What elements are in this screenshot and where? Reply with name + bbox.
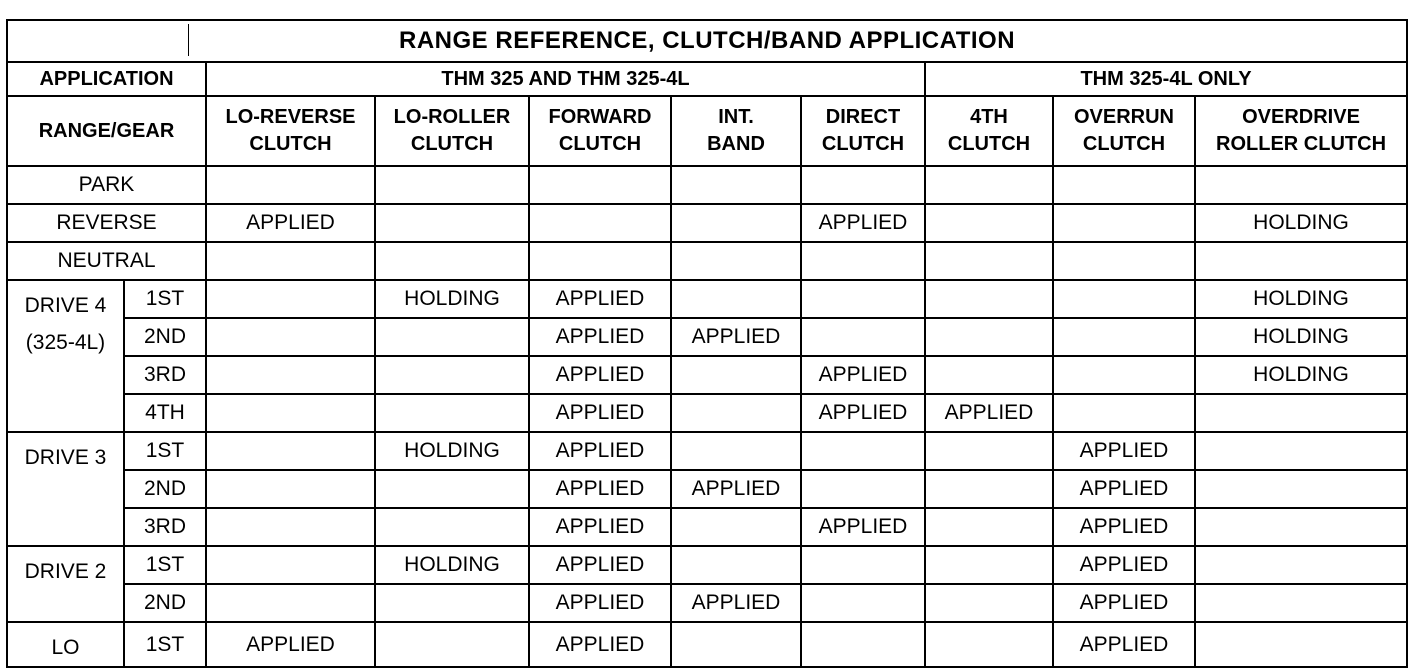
status-cell [801,280,925,318]
status-cell: APPLIED [801,508,925,546]
status-cell [671,356,801,394]
column-header-line: DIRECT [825,106,901,128]
status-cell [925,280,1053,318]
status-cell [206,356,375,394]
status-cell [206,166,375,204]
status-cell [1195,394,1407,432]
status-cell: APPLIED [529,508,671,546]
status-cell: APPLIED [529,470,671,508]
status-cell: APPLIED [529,318,671,356]
status-cell: APPLIED [1053,584,1195,622]
column-header [1195,96,1407,166]
status-cell: APPLIED [1053,622,1195,667]
column-header-line: CLUTCH [947,133,1031,155]
status-cell [1053,242,1195,280]
table-row [7,318,1407,356]
column-header [925,96,1053,166]
table-row [7,546,1407,584]
status-cell: APPLIED [206,622,375,667]
status-cell [671,166,801,204]
column-header-line: OVERDRIVE [1242,106,1360,128]
status-cell: APPLIED [925,394,1053,432]
status-cell [375,356,529,394]
gear-label: 2ND [124,470,206,508]
status-cell: HOLDING [1195,280,1407,318]
column-header [671,96,801,166]
status-cell [1195,470,1407,508]
status-cell [801,546,925,584]
gear-label: 2ND [124,318,206,356]
column-header-line: BAND [707,133,765,155]
status-cell [206,318,375,356]
column-header-line: CLUTCH [249,133,332,155]
status-cell: APPLIED [206,204,375,242]
range-label [7,432,124,546]
status-cell: APPLIED [801,204,925,242]
group-header-thm325: THM 325 AND THM 325-4L [206,62,925,96]
status-cell [671,394,801,432]
status-cell [671,280,801,318]
status-cell [801,432,925,470]
status-cell [206,508,375,546]
status-cell: APPLIED [529,394,671,432]
status-cell: APPLIED [1053,546,1195,584]
table-row [7,394,1407,432]
status-cell: APPLIED [1053,470,1195,508]
status-cell [1053,356,1195,394]
column-header-line: OVERRUN [1073,106,1174,128]
range-label-line: LO [51,636,80,659]
status-cell [375,204,529,242]
range-gear-header: RANGE/GEAR [7,96,206,166]
status-cell [801,584,925,622]
status-cell [375,394,529,432]
status-cell: HOLDING [1195,356,1407,394]
status-cell [1195,242,1407,280]
column-header-line: CLUTCH [410,133,494,155]
table-header [7,20,1407,166]
range-label [7,280,124,432]
status-cell [1053,318,1195,356]
gear-label: 3RD [124,356,206,394]
status-cell [801,242,925,280]
table-row [7,622,1407,667]
status-cell [925,508,1053,546]
table-row [7,204,1407,242]
range-label-line: DRIVE 3 [24,446,107,469]
table-row [7,280,1407,318]
status-cell [925,318,1053,356]
range-reference-table-frame [6,19,1408,659]
status-cell [925,242,1053,280]
range-label-line: DRIVE 2 [24,560,107,583]
status-cell [1053,280,1195,318]
status-cell: APPLIED [801,394,925,432]
status-cell [1053,394,1195,432]
column-header-line: CLUTCH [1082,133,1166,155]
status-cell [925,546,1053,584]
range-label: PARK [7,166,206,204]
status-cell [671,622,801,667]
status-cell [375,318,529,356]
column-header [529,96,671,166]
status-cell [206,394,375,432]
group-header-thm325-4l: THM 325-4L ONLY [925,62,1407,96]
status-cell [671,242,801,280]
table-title: RANGE REFERENCE, CLUTCH/BAND APPLICATION [7,20,1407,62]
gear-label: 1ST [124,280,206,318]
table-row [7,470,1407,508]
status-cell [801,318,925,356]
status-cell [375,622,529,667]
status-cell [671,546,801,584]
status-cell [529,166,671,204]
column-header [206,96,375,166]
table-row [7,584,1407,622]
status-cell [1195,546,1407,584]
status-cell [1053,204,1195,242]
status-cell: APPLIED [529,356,671,394]
status-cell [375,166,529,204]
gear-label: 1ST [124,622,206,667]
table-row [7,356,1407,394]
gear-label: 3RD [124,508,206,546]
range-label [7,622,124,667]
status-cell [671,432,801,470]
status-cell: APPLIED [529,432,671,470]
range-label-line: DRIVE 4 [24,294,107,317]
column-header [1053,96,1195,166]
status-cell [671,508,801,546]
table-row [7,432,1407,470]
range-label: NEUTRAL [7,242,206,280]
status-cell [925,432,1053,470]
status-cell [206,280,375,318]
column-header [801,96,925,166]
table-row [7,242,1407,280]
column-header-line: 4TH [970,106,1008,128]
status-cell [925,470,1053,508]
status-cell: HOLDING [375,280,529,318]
status-cell: HOLDING [375,432,529,470]
status-cell: APPLIED [529,546,671,584]
status-cell [671,204,801,242]
status-cell: APPLIED [671,470,801,508]
status-cell [925,622,1053,667]
column-header-line: LO-REVERSE [225,106,356,128]
status-cell [1195,622,1407,667]
table-row [7,508,1407,546]
status-cell: APPLIED [671,584,801,622]
gear-label: 4TH [124,394,206,432]
status-cell [375,584,529,622]
table-body [7,166,1407,667]
status-cell [1053,166,1195,204]
status-cell: APPLIED [801,356,925,394]
table-row [7,166,1407,204]
column-header-line: CLUTCH [558,133,642,155]
status-cell [1195,508,1407,546]
status-cell [925,166,1053,204]
status-cell: APPLIED [671,318,801,356]
column-header-line: INT. [718,106,754,128]
status-cell: HOLDING [375,546,529,584]
range-label-line: (325-4L) [25,331,106,354]
status-cell [375,470,529,508]
status-cell [801,166,925,204]
status-cell [925,584,1053,622]
column-header [375,96,529,166]
status-cell: APPLIED [529,280,671,318]
status-cell [1195,166,1407,204]
status-cell [801,622,925,667]
status-cell [375,508,529,546]
status-cell: APPLIED [1053,432,1195,470]
gear-label: 2ND [124,584,206,622]
status-cell [925,356,1053,394]
column-header-line: LO-ROLLER [393,106,511,128]
status-cell [1195,432,1407,470]
status-cell: HOLDING [1195,318,1407,356]
column-header-line: ROLLER CLUTCH [1216,133,1387,155]
status-cell [801,470,925,508]
column-header-line: CLUTCH [821,133,905,155]
status-cell: APPLIED [529,622,671,667]
status-cell [206,242,375,280]
status-cell [206,546,375,584]
status-cell: HOLDING [1195,204,1407,242]
status-cell [375,242,529,280]
range-label: REVERSE [7,204,206,242]
status-cell [206,432,375,470]
range-reference-table [6,19,1408,668]
status-cell [1195,584,1407,622]
gear-label: 1ST [124,546,206,584]
status-cell [206,470,375,508]
status-cell [925,204,1053,242]
application-header: APPLICATION [7,62,206,96]
column-header-line: FORWARD [548,106,652,128]
status-cell [529,204,671,242]
status-cell: APPLIED [529,584,671,622]
status-cell [206,584,375,622]
gear-label: 1ST [124,432,206,470]
status-cell [529,242,671,280]
range-label [7,546,124,622]
status-cell: APPLIED [1053,508,1195,546]
